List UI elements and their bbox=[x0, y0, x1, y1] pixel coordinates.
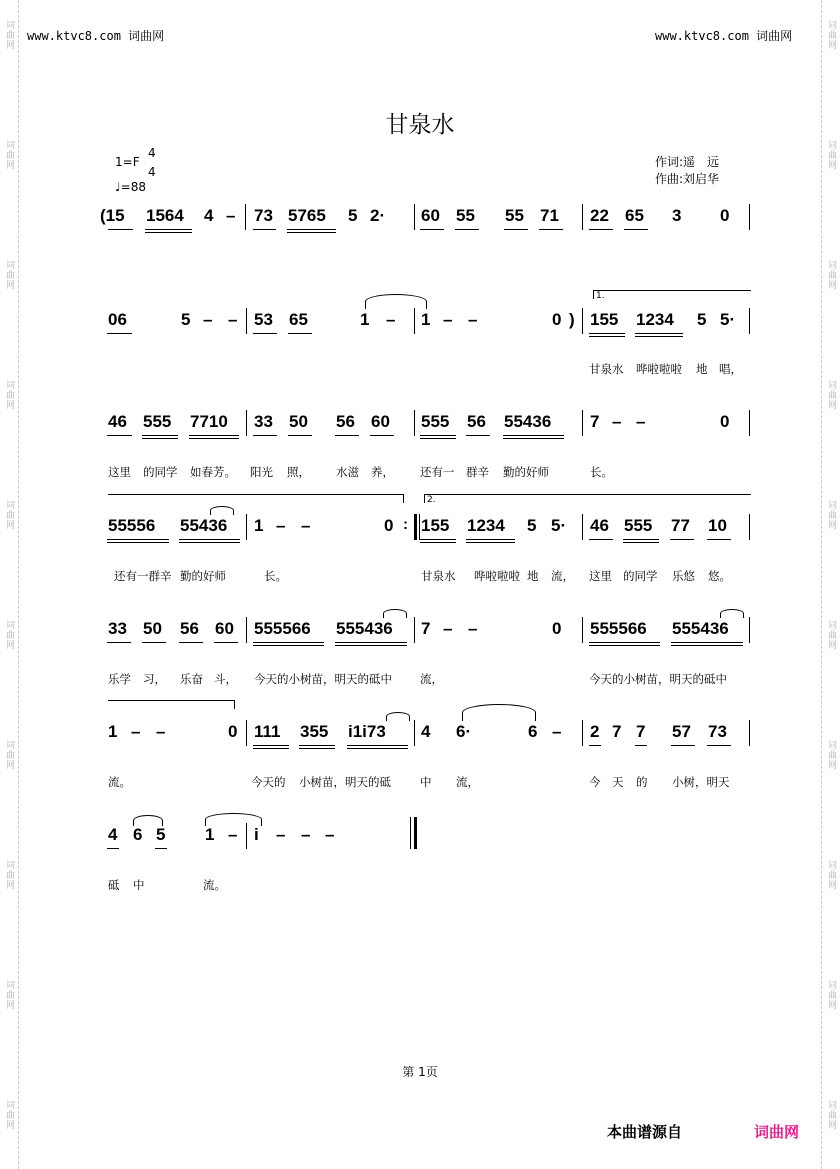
lyric-syllable: 今天的小树苗，明天的砥中 bbox=[254, 672, 392, 686]
underline bbox=[107, 642, 131, 643]
underline bbox=[671, 745, 695, 746]
lyric-syllable: 勤的好师 bbox=[503, 465, 549, 479]
lyric-syllable: 这里 bbox=[589, 569, 612, 583]
lyric-syllable: 流， bbox=[420, 672, 443, 686]
score-system-1 bbox=[0, 206, 840, 236]
note-group: 0 bbox=[552, 310, 562, 329]
underline bbox=[253, 229, 276, 230]
score-system-5 bbox=[0, 619, 840, 699]
underline bbox=[299, 748, 335, 749]
note-group: 73 bbox=[708, 722, 727, 741]
watermark-text: 词曲网 bbox=[826, 380, 836, 410]
note-group: 60 bbox=[215, 619, 234, 638]
note-group: 55 bbox=[456, 206, 475, 225]
note-group: – bbox=[443, 310, 453, 329]
underline bbox=[299, 745, 335, 746]
note-group: 1 bbox=[254, 516, 264, 535]
underline bbox=[589, 336, 625, 337]
underline bbox=[589, 645, 660, 646]
note-group: 1234 bbox=[467, 516, 505, 535]
note-group: 55436 bbox=[180, 516, 228, 535]
note-group: 53 bbox=[254, 310, 273, 329]
lyric-syllable: 的同学 bbox=[623, 569, 658, 583]
note-group: – bbox=[443, 619, 453, 638]
underline bbox=[189, 435, 239, 436]
lyric-syllable: 这里 bbox=[108, 465, 131, 479]
note-group: – bbox=[203, 310, 213, 329]
underline bbox=[335, 435, 359, 436]
underline bbox=[253, 333, 277, 334]
barline bbox=[246, 823, 247, 849]
lyric-syllable: 习， bbox=[143, 672, 166, 686]
note-group: 10 bbox=[708, 516, 727, 535]
volta-bracket-1 bbox=[593, 290, 751, 299]
note-group: 155 bbox=[590, 310, 619, 329]
note-group: 111 bbox=[254, 722, 281, 741]
underline bbox=[504, 229, 528, 230]
watermark-text: 词曲网 bbox=[4, 740, 14, 770]
lyric-syllable: 照， bbox=[287, 465, 310, 479]
note-group: 555 bbox=[421, 412, 450, 431]
watermark-text: 词曲网 bbox=[4, 260, 14, 290]
lyric-syllable: 还有一 bbox=[420, 465, 455, 479]
barline bbox=[582, 514, 583, 540]
underline bbox=[107, 542, 169, 543]
note-group: 555 bbox=[143, 412, 172, 431]
underline bbox=[420, 435, 456, 436]
note-group: 77 bbox=[671, 516, 690, 535]
underline bbox=[253, 642, 324, 643]
note-group: 5 bbox=[156, 825, 166, 844]
note-group: 6 bbox=[133, 825, 143, 844]
note-group: 7710 bbox=[190, 412, 228, 431]
tie-arc bbox=[365, 294, 427, 309]
underline bbox=[503, 435, 564, 436]
tie-arc bbox=[462, 704, 536, 721]
underline bbox=[707, 745, 731, 746]
lyric-syllable: 群辛 bbox=[466, 465, 489, 479]
underline bbox=[287, 229, 336, 230]
underline bbox=[589, 539, 613, 540]
underline bbox=[189, 438, 239, 439]
lyric-syllable: 乐奋 bbox=[180, 672, 203, 686]
lyric-syllable: 甘泉水 bbox=[421, 569, 456, 583]
note-group: 2· bbox=[370, 206, 386, 225]
lyric-syllable: 流， bbox=[456, 775, 479, 789]
underline bbox=[671, 645, 743, 646]
watermark-text: 词曲网 bbox=[826, 620, 836, 650]
note-group: ) bbox=[569, 310, 575, 329]
note-group: 60 bbox=[371, 412, 390, 431]
underline bbox=[623, 542, 659, 543]
watermark-text: 词曲网 bbox=[4, 1100, 14, 1130]
lyric-syllable: 小树，明天 bbox=[672, 775, 730, 789]
lyric-syllable: 悠。 bbox=[708, 569, 731, 583]
barline bbox=[582, 308, 583, 334]
note-group: 555566 bbox=[254, 619, 311, 638]
underline bbox=[347, 748, 408, 749]
lyric-syllable: 地 bbox=[527, 569, 539, 583]
volta-bracket-2-end bbox=[108, 700, 235, 709]
note-group: – bbox=[228, 825, 238, 844]
underline bbox=[455, 229, 479, 230]
note-group: 0 bbox=[720, 412, 730, 431]
note-group: 1234 bbox=[636, 310, 674, 329]
watermark-text: 词曲网 bbox=[826, 260, 836, 290]
note-group: 0 bbox=[720, 206, 730, 225]
lyric-syllable: 哗啦啦啦 bbox=[474, 569, 520, 583]
barline bbox=[245, 204, 246, 230]
lyric-syllable: 今 bbox=[589, 775, 601, 789]
note-group: 4 bbox=[421, 722, 431, 741]
underline bbox=[420, 438, 456, 439]
watermark-text: 词曲网 bbox=[4, 620, 14, 650]
note-group: 50 bbox=[143, 619, 162, 638]
barline bbox=[749, 204, 750, 230]
tie-arc bbox=[386, 712, 410, 721]
barline bbox=[582, 617, 583, 643]
note-group: 7 bbox=[590, 412, 600, 431]
underline bbox=[420, 229, 444, 230]
note-group: 5 bbox=[348, 206, 358, 225]
underline bbox=[142, 438, 178, 439]
barline bbox=[582, 720, 583, 746]
underline bbox=[155, 848, 167, 849]
underline bbox=[179, 642, 203, 643]
underline bbox=[707, 539, 731, 540]
tie-arc bbox=[383, 609, 407, 618]
underline bbox=[671, 642, 743, 643]
watermark-text: 词曲网 bbox=[4, 20, 14, 50]
score-system-6 bbox=[0, 722, 840, 802]
note-group: 2 bbox=[590, 722, 600, 741]
composer-credit: 作曲:刘启华 bbox=[655, 172, 720, 186]
volta-label-1: 1. bbox=[596, 291, 605, 301]
note-group: – bbox=[226, 206, 236, 225]
barline bbox=[582, 204, 583, 230]
watermark-text: 词曲网 bbox=[826, 140, 836, 170]
underline bbox=[253, 748, 289, 749]
note-group: 56 bbox=[467, 412, 486, 431]
note-group: 4 bbox=[204, 206, 214, 225]
watermark-text: 词曲网 bbox=[4, 860, 14, 890]
underline bbox=[142, 642, 166, 643]
note-group: 60 bbox=[421, 206, 440, 225]
barline bbox=[419, 514, 420, 540]
note-group: 7 bbox=[636, 722, 646, 741]
barline bbox=[582, 410, 583, 436]
barline bbox=[414, 410, 415, 436]
page-number: 第 1页 bbox=[402, 1065, 438, 1079]
note-group: – bbox=[156, 722, 166, 741]
note-group: 4 bbox=[108, 825, 118, 844]
underline bbox=[108, 229, 133, 230]
watermark-text: 词曲网 bbox=[4, 140, 14, 170]
final-barline-thick bbox=[414, 817, 417, 849]
score-system-7 bbox=[0, 825, 840, 895]
lyric-syllable: 阳光 bbox=[250, 465, 273, 479]
underline bbox=[107, 435, 132, 436]
note-group: 1564 bbox=[146, 206, 184, 225]
lyric-syllable: 长。 bbox=[590, 465, 613, 479]
song-title: 甘泉水 bbox=[385, 112, 455, 138]
note-group: – bbox=[612, 412, 622, 431]
lyric-syllable: 流。 bbox=[203, 878, 226, 892]
note-group: 33 bbox=[254, 412, 273, 431]
score-system-2 bbox=[0, 291, 840, 390]
underline bbox=[589, 642, 660, 643]
note-group: i1i73 bbox=[348, 722, 386, 741]
note-group: 555 bbox=[624, 516, 653, 535]
lyric-syllable: 流。 bbox=[108, 775, 131, 789]
volta-bracket-2 bbox=[424, 494, 751, 503]
underline bbox=[466, 542, 515, 543]
lyric-syllable: 长。 bbox=[264, 569, 287, 583]
barline bbox=[749, 514, 750, 540]
underline bbox=[145, 232, 192, 233]
note-group: 65 bbox=[625, 206, 644, 225]
note-group: – bbox=[386, 310, 396, 329]
note-group: 5 bbox=[527, 516, 537, 535]
watermark-text: 词曲网 bbox=[826, 1100, 836, 1130]
lyric-syllable: 今天的小树苗，明天的砥中 bbox=[589, 672, 727, 686]
note-group: 50 bbox=[289, 412, 308, 431]
note-group: 555566 bbox=[590, 619, 647, 638]
underline bbox=[370, 435, 394, 436]
note-group: 5· bbox=[551, 516, 567, 535]
barline bbox=[749, 617, 750, 643]
note-group: 1 bbox=[360, 310, 370, 329]
note-group: – bbox=[276, 825, 286, 844]
watermark-text: 词曲网 bbox=[4, 980, 14, 1010]
note-group: 57 bbox=[672, 722, 691, 741]
lyric-syllable: 如春芳。 bbox=[190, 465, 236, 479]
source-logo[interactable]: 词曲网 bbox=[754, 1123, 800, 1141]
note-group: 06 bbox=[108, 310, 127, 329]
note-group: 1 bbox=[205, 825, 215, 844]
note-group: – bbox=[468, 310, 478, 329]
underline bbox=[253, 645, 324, 646]
barline bbox=[246, 720, 247, 746]
note-group: 46 bbox=[108, 412, 127, 431]
underline bbox=[624, 229, 648, 230]
note-group: 55436 bbox=[504, 412, 552, 431]
lyric-syllable: 砥 bbox=[108, 878, 120, 892]
note-group: 355 bbox=[300, 722, 329, 741]
final-barline-thin bbox=[410, 817, 411, 849]
lyric-syllable: 乐悠 bbox=[672, 569, 695, 583]
note-group: 1 bbox=[421, 310, 431, 329]
note-group: 73 bbox=[254, 206, 273, 225]
note-group: 555436 bbox=[672, 619, 729, 638]
barline bbox=[414, 204, 415, 230]
lyric-syllable: 乐学 bbox=[108, 672, 131, 686]
watermark-text: 词曲网 bbox=[4, 500, 14, 530]
tempo-marking: ♩=88 bbox=[115, 180, 146, 194]
barline bbox=[414, 617, 415, 643]
time-signature-top: 4 bbox=[148, 146, 156, 160]
lyric-syllable: 小树苗，明天的砥 bbox=[299, 775, 391, 789]
underline bbox=[635, 336, 683, 337]
underline bbox=[288, 333, 312, 334]
underline bbox=[503, 438, 564, 439]
note-group: 155 bbox=[421, 516, 450, 535]
underline bbox=[287, 232, 336, 233]
note-group: 65 bbox=[289, 310, 308, 329]
tie-arc bbox=[210, 506, 234, 515]
note-group: 33 bbox=[108, 619, 127, 638]
header-url-left[interactable]: www.ktvc8.com 词曲网 bbox=[27, 29, 165, 43]
score-system-3 bbox=[0, 412, 840, 492]
underline bbox=[420, 542, 456, 543]
lyric-syllable: 的同学 bbox=[143, 465, 178, 479]
watermark-text: 词曲网 bbox=[826, 980, 836, 1010]
lyric-syllable: 斗， bbox=[214, 672, 237, 686]
underline bbox=[145, 229, 192, 230]
lyric-syllable: 今天的 bbox=[251, 775, 286, 789]
note-group: – bbox=[228, 310, 238, 329]
barline bbox=[749, 410, 750, 436]
note-group: 55 bbox=[505, 206, 524, 225]
note-group: 71 bbox=[540, 206, 559, 225]
underline bbox=[589, 745, 601, 746]
note-group: 6· bbox=[456, 722, 472, 741]
note-group: 5 bbox=[697, 310, 707, 329]
note-group: – bbox=[552, 722, 562, 741]
key-signature: 1=F bbox=[115, 155, 140, 169]
note-group: – bbox=[301, 825, 311, 844]
note-group: 0 bbox=[552, 619, 562, 638]
note-group: 1 bbox=[108, 722, 118, 741]
note-group: – bbox=[301, 516, 311, 535]
note-group: 56 bbox=[180, 619, 199, 638]
note-group: – bbox=[325, 825, 335, 844]
underline bbox=[107, 539, 169, 540]
underline bbox=[179, 542, 240, 543]
barline bbox=[749, 720, 750, 746]
barline bbox=[749, 308, 750, 334]
underline bbox=[420, 539, 456, 540]
underline bbox=[635, 745, 647, 746]
header-url-right[interactable]: www.ktvc8.com 词曲网 bbox=[655, 29, 793, 43]
underline bbox=[347, 745, 408, 746]
barline bbox=[414, 308, 415, 334]
lyric-syllable: 的 bbox=[636, 775, 648, 789]
lyric-syllable: 地 bbox=[696, 362, 708, 376]
note-group: 5765 bbox=[288, 206, 326, 225]
barline bbox=[414, 720, 415, 746]
repeat-dots: : bbox=[403, 516, 408, 533]
underline bbox=[335, 642, 407, 643]
note-group: 0 bbox=[228, 722, 238, 741]
note-group: 5 bbox=[181, 310, 191, 329]
underline bbox=[335, 645, 407, 646]
lyric-syllable: 流， bbox=[551, 569, 574, 583]
tie-arc bbox=[720, 609, 744, 618]
lyric-syllable: 养， bbox=[371, 465, 394, 479]
volta-bracket-1-end bbox=[108, 494, 404, 503]
note-group: 7 bbox=[421, 619, 431, 638]
note-group: 55556 bbox=[108, 516, 156, 535]
underline bbox=[253, 745, 289, 746]
note-group: 7 bbox=[612, 722, 622, 741]
lyric-syllable: 还有一群辛 bbox=[114, 569, 172, 583]
watermark-text: 词曲网 bbox=[826, 860, 836, 890]
time-signature-bottom: 4 bbox=[148, 165, 156, 179]
note-group: – bbox=[276, 516, 286, 535]
note-group: 5· bbox=[720, 310, 736, 329]
lyric-syllable: 甘泉水 bbox=[589, 362, 624, 376]
barline bbox=[246, 308, 247, 334]
note-group: (15 bbox=[100, 206, 125, 225]
lyric-syllable: 水滋 bbox=[336, 465, 359, 479]
underline bbox=[589, 333, 625, 334]
barline bbox=[246, 617, 247, 643]
underline bbox=[466, 539, 515, 540]
underline bbox=[142, 435, 178, 436]
source-label: 本曲谱源自 bbox=[607, 1123, 683, 1141]
repeat-barline bbox=[414, 514, 417, 540]
volta-label-2: 2. bbox=[427, 495, 436, 505]
underline bbox=[179, 539, 240, 540]
note-group: 22 bbox=[590, 206, 609, 225]
note-group: i bbox=[254, 825, 259, 844]
note-group: 56 bbox=[336, 412, 355, 431]
watermark-text: 词曲网 bbox=[826, 20, 836, 50]
note-group: 555436 bbox=[336, 619, 393, 638]
underline bbox=[288, 435, 312, 436]
note-group: 6 bbox=[528, 722, 538, 741]
underline bbox=[539, 229, 563, 230]
note-group: 0 bbox=[384, 516, 394, 535]
underline bbox=[107, 848, 119, 849]
underline bbox=[670, 539, 694, 540]
barline bbox=[246, 514, 247, 540]
underline bbox=[253, 435, 277, 436]
note-group: – bbox=[131, 722, 141, 741]
lyricist-credit: 作词:遥 远 bbox=[655, 155, 720, 169]
lyric-syllable: 勤的好师 bbox=[180, 569, 226, 583]
note-group: 3 bbox=[672, 206, 682, 225]
lyric-syllable: 天 bbox=[612, 775, 624, 789]
watermark-text: 词曲网 bbox=[826, 500, 836, 530]
lyric-syllable: 哗啦啦啦 bbox=[636, 362, 682, 376]
underline bbox=[623, 539, 659, 540]
underline bbox=[635, 333, 683, 334]
watermark-text: 词曲网 bbox=[826, 740, 836, 770]
lyric-syllable: 唱， bbox=[719, 362, 742, 376]
underline bbox=[589, 229, 613, 230]
underline bbox=[466, 435, 490, 436]
underline bbox=[214, 642, 238, 643]
lyric-syllable: 中 bbox=[420, 775, 432, 789]
note-group: – bbox=[468, 619, 478, 638]
note-group: 46 bbox=[590, 516, 609, 535]
underline bbox=[107, 333, 132, 334]
barline bbox=[246, 410, 247, 436]
note-group: – bbox=[636, 412, 646, 431]
lyric-syllable: 中 bbox=[133, 878, 145, 892]
watermark-text: 词曲网 bbox=[4, 380, 14, 410]
